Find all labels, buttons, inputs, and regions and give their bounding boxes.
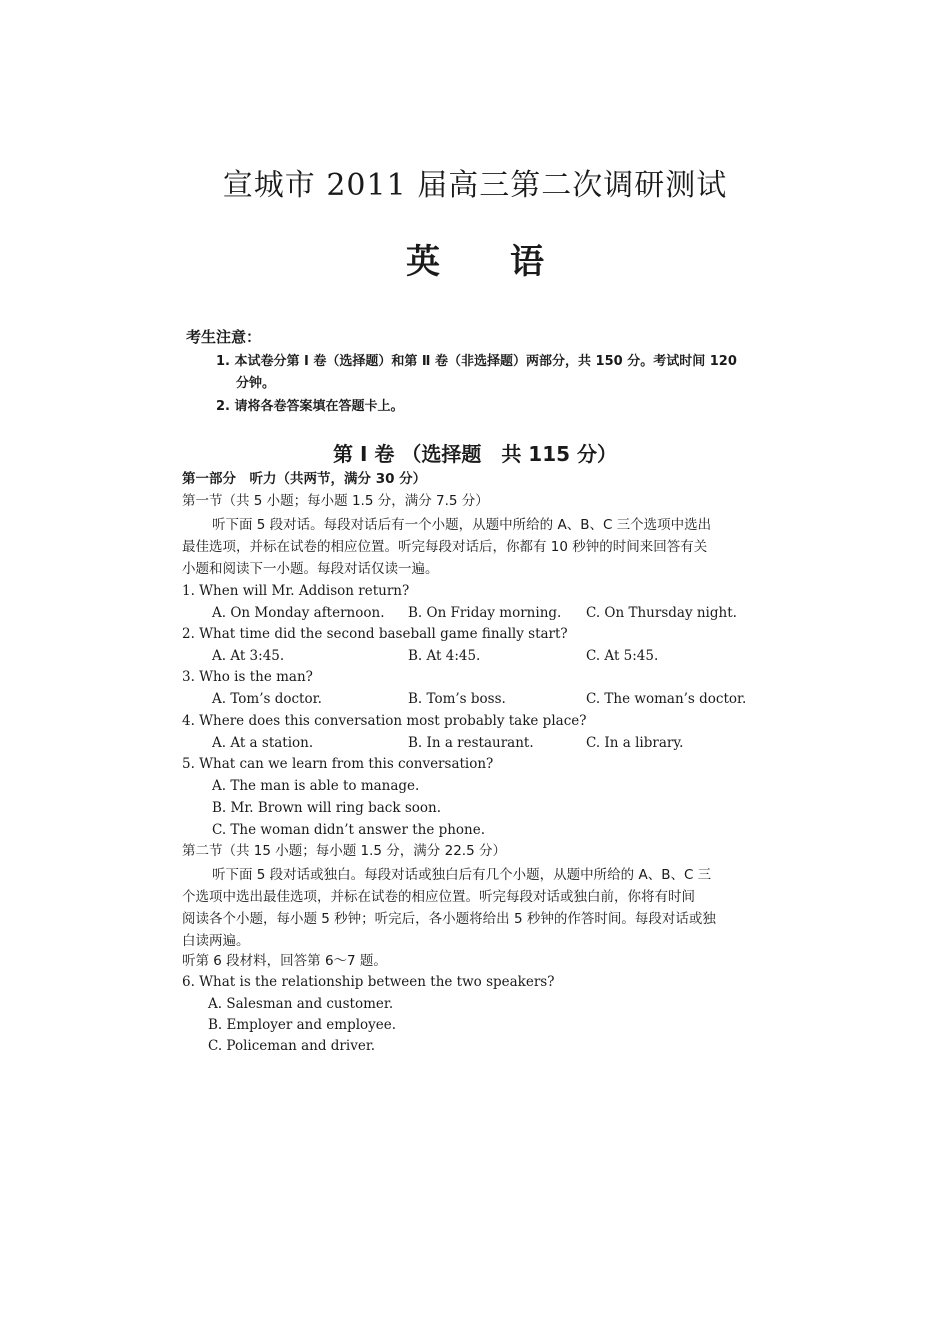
section1-heading: 第一节（共 5 小题；每小题 1.5 分，满分 7.5 分） [182,493,489,509]
notice-heading: 考生注意： [186,328,262,346]
notice-item-1-line-2: 分钟。 [236,376,276,391]
notice-item-1-line-1: 1. 本试卷分第 Ⅰ 卷（选择题）和第 Ⅱ 卷（非选择题）两部分，共 150 分。考试时间 120 [216,354,737,369]
question-1-option-b: B. On Friday morning. [408,605,562,621]
notice-item-2: 2. 请将各卷答案填在答题卡上。 [216,399,404,414]
question-6-option-c: C. Policeman and driver. [208,1038,376,1054]
question-6-stem: 6. What is the relationship between the two speakers? [182,974,555,990]
question-2-option-c: C. At 5:45. [586,648,659,664]
material-instruction: 听第 6 段材料，回答第 6～7 题。 [182,953,387,969]
paper1-title: 第 Ⅰ 卷 （选择题 共 115 分） [332,442,617,466]
question-5-option-b: B. Mr. Brown will ring back soon. [212,800,442,816]
exam-subject [0,240,950,284]
subject-char-2: 语 [510,242,544,282]
section2-instructions-line-2: 个选项中选出最佳选项，并标在试卷的相应位置。听完每段对话或独白前，你将有时间 [182,889,695,905]
question-2-stem: 2. What time did the second baseball game finally start? [182,626,568,642]
subject-char-1: 英 [406,242,440,282]
question-1-option-c: C. On Thursday night. [586,605,737,621]
question-4-option-b: B. In a restaurant. [408,735,534,751]
question-3-option-a: A. Tom’s doctor. [212,691,322,707]
question-5-stem: 5. What can we learn from this conversation? [182,756,494,772]
question-3-option-b: B. Tom’s boss. [408,691,506,707]
question-1-option-a: A. On Monday afternoon. [212,605,385,621]
question-6-option-b: B. Employer and employee. [208,1017,397,1033]
section1-instructions-line-2: 最佳选项，并标在试卷的相应位置。听完每段对话后，你都有 10 秒钟的时间来回答有关 [182,539,708,555]
part1-heading: 第一部分 听力（共两节，满分 30 分） [182,471,427,487]
question-5-option-a: A. The man is able to manage. [212,778,420,794]
exam-title: 宣城市 2011 届高三第二次调研测试 [222,168,728,203]
question-3-option-c: C. The woman’s doctor. [586,691,747,707]
question-3-stem: 3. Who is the man? [182,669,313,685]
question-6-option-a: A. Salesman and customer. [208,996,394,1012]
question-2-option-a: A. At 3:45. [212,648,285,664]
question-4-option-a: A. At a station. [212,735,314,751]
section1-instructions-line-3: 小题和阅读下一小题。每段对话仅读一遍。 [182,561,439,577]
section2-heading: 第二节（共 15 小题；每小题 1.5 分，满分 22.5 分） [182,843,506,859]
question-5-option-c: C. The woman didn’t answer the phone. [212,822,486,838]
question-4-option-c: C. In a library. [586,735,684,751]
section2-instructions-line-1: 听下面 5 段对话或独白。每段对话或独白后有几个小题，从题中所给的 A、B、C 三 [212,867,712,883]
question-4-stem: 4. Where does this conversation most probably take place? [182,713,587,729]
section2-instructions-line-4: 白读两遍。 [182,933,250,949]
question-1-stem: 1. When will Mr. Addison return? [182,583,410,599]
section2-instructions-line-3: 阅读各个小题，每小题 5 秒钟；听完后，各小题将给出 5 秒钟的作答时间。每段对话或独 [182,911,716,927]
question-2-option-b: B. At 4:45. [408,648,481,664]
section1-instructions-line-1: 听下面 5 段对话。每段对话后有一个小题，从题中所给的 A、B、C 三个选项中选出 [212,517,712,533]
